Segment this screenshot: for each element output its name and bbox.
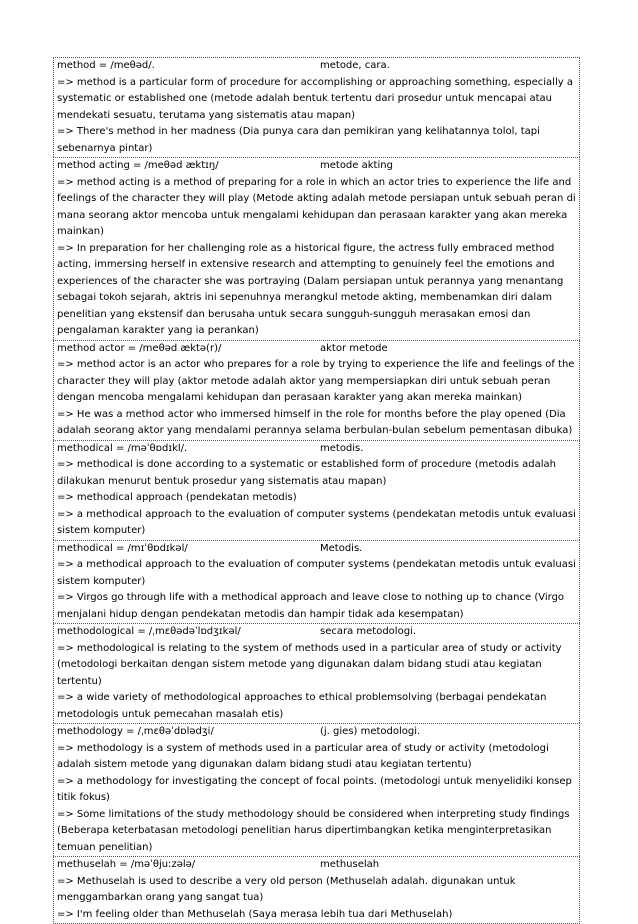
- entry-head: [57, 624, 576, 641]
- entry-line: => Some limitations of the study methodology should be considered when interpreting study findings (Beberapa keterbatasan metodologi penelitian harus dipertimbangkan ketika menginterpretasikan temuan penelitian): [57, 808, 570, 853]
- entry-line: => Virgos go through life with a methodical approach and leave close to nothing up to chance (Virgo menjalani hidup dengan pendekatan metodis dan hampir tidak ada kesempatan): [57, 592, 565, 620]
- entry-term: method actor = /meθəd æktə(r)/: [57, 342, 222, 354]
- entry-line: => There's method in her madness (Dia punya cara dan pemikiran yang kelihatannya tolol, tapi sebenarnya pintar): [57, 126, 540, 154]
- entry-line: => a methodical approach to the evaluation of computer systems (pendekatan metodis untuk evaluasi sistem komputer): [57, 559, 576, 587]
- entry-line: => methodology is a system of methods used in a particular area of study or activity (metodologi adalah sistem metode yang digunakan dalam bidang studi atau kegiatan tertentu): [57, 742, 549, 770]
- entry-gloss: metode, cara.: [320, 60, 390, 71]
- entry-gloss: metode akting: [320, 160, 393, 171]
- entry-line: => methodical is done according to a systematic or established form of procedure (metodis adalah dilakukan menurut bentuk prosedur yang sistematis atau mapan): [57, 459, 556, 487]
- entry-methodical-2: [53, 540, 580, 624]
- entry-head: [57, 158, 576, 175]
- entry-method-actor: [53, 340, 580, 440]
- entry-term: method = /meθəd/.: [57, 60, 155, 71]
- entry-head: [57, 724, 576, 741]
- entry-head: [57, 441, 576, 458]
- entry-line: => I'm feeling older than Methuselah (Saya merasa lebih tua dari Methuselah): [57, 908, 453, 920]
- entry-line: => method actor is an actor who prepares for a role by trying to experience the life and feelings of the character they will play (aktor metode adalah aktor yang mempersiapkan diri untuk sebuah peran dengan mencoba mengalami kehidupan dan perasaan karakter yang akan mereka mainkan): [57, 359, 575, 403]
- entry-term: methodical = /məˈθɒdɪkl/.: [57, 442, 188, 454]
- entry-gloss: metodis.: [320, 442, 364, 454]
- entry-head: [57, 857, 576, 874]
- entry-term: method acting = /meθəd æktɪŋ/: [57, 160, 219, 171]
- entry-methodological: [53, 623, 580, 723]
- dictionary-page: [53, 57, 580, 924]
- entry-method-acting: [53, 157, 580, 340]
- entry-line: => method acting is a method of preparing for a role in which an actor tries to experience the life and feelings of the character they will play (Metode akting adalah metode persiapan untuk sebuah peran di mana seorang aktor mencoba untuk mengalami kehidupan dan perasaan karakter yang akan mereka mainkan): [57, 176, 576, 237]
- entry-line: => a wide variety of methodological approaches to ethical problemsolving (berbagai pendekatan metodologis untuk pemecahan masalah etis): [57, 692, 547, 720]
- entry-line: => In preparation for her challenging role as a historical figure, the actress fully embraced method acting, immersing herself in extensive research and attempting to genuinely feel the emotions and experiences of the character she was portraying (Dalam persiapan untuk perannya yang menantang sebagai tokoh sejarah, aktris ini sepenuhnya merangkul metode akting, membenamkan diri dalam penelitian yang ekstensif dan berusaha untuk secara sungguh-sungguh merasakan emosi dan pengalaman karakter yang ia perankan): [57, 242, 564, 336]
- entry-term: methodology = /ˌmɛθəˈdɒlədʒi/: [57, 726, 214, 737]
- entry-gloss: secara metodologi.: [320, 626, 417, 637]
- entry-head: [57, 341, 576, 358]
- entry-line: => methodological is relating to the system of methods used in a particular area of study or activity (metodologi berkaitan dengan sistem metode yang digunakan dalam bidang studi atau kegiatan tertentu): [57, 642, 562, 687]
- entry-head: [57, 58, 576, 75]
- entry-line: => Methuselah is used to describe a very old person (Methuselah adalah. digunakan untuk menggambarkan orang yang sangat tua): [57, 875, 516, 903]
- entry-term: methodological = /ˌmɛθədəˈlɒdʒɪkəl/: [57, 626, 241, 637]
- entry-term: methodical = /mɪˈθɒdɪkəl/: [57, 542, 188, 554]
- entry-line: => a methodology for investigating the concept of focal points. (metodologi untuk menyelidiki konsep titik fokus): [57, 775, 572, 803]
- entry-line: => He was a method actor who immersed himself in the role for months before the play opened (Dia adalah seorang aktor yang mendalami perannya selama berbulan-bulan sebelum pementasan dibuka): [57, 408, 573, 436]
- entry-methuselah: [53, 856, 580, 924]
- entry-methodical: [53, 440, 580, 540]
- entry-line: => method is a particular form of procedure for accomplishing or approaching something, especially a systematic or established one (metode adalah bentuk tertentu dari prosedur untuk mencapai atau mendekati sesuatu, terutama yang sistematis atau mapan): [57, 76, 573, 121]
- entry-gloss: aktor metode: [320, 342, 388, 354]
- entry-gloss: methuselah: [320, 859, 380, 870]
- entry-term: methuselah = /məˈθjuːzələ/: [57, 859, 196, 870]
- entry-method: [53, 57, 580, 157]
- entry-gloss: Metodis.: [320, 542, 363, 554]
- entry-line: => a methodical approach to the evaluation of computer systems (pendekatan metodis untuk evaluasi sistem komputer): [57, 508, 576, 536]
- entry-head: [57, 541, 576, 558]
- entry-line: => methodical approach (pendekatan metodis): [57, 492, 297, 503]
- entry-methodology: [53, 723, 580, 856]
- entry-gloss: (j. gies) metodologi.: [320, 726, 421, 737]
